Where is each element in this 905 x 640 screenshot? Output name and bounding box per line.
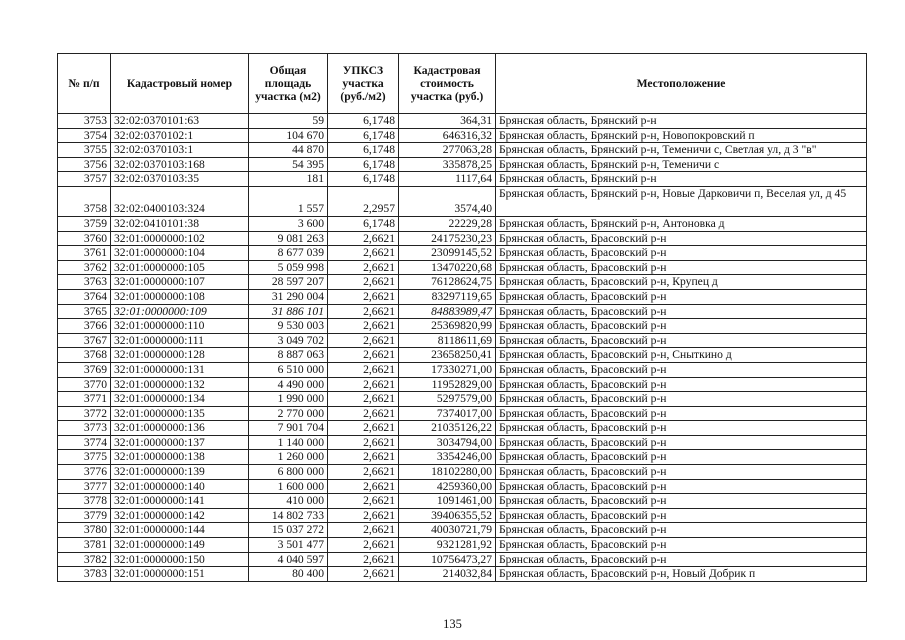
cell-cost: 84883989,47	[399, 304, 496, 319]
cell-cadastral-number: 32:01:0000000:144	[111, 523, 249, 538]
cell-area: 8 887 063	[249, 348, 328, 363]
cell-area: 410 000	[249, 494, 328, 509]
cell-location: Брянская область, Брасовский р-н	[496, 260, 867, 275]
cell-cadastral-number: 32:02:0370103:35	[111, 172, 249, 187]
cell-cadastral-number: 32:02:0400103:324	[111, 186, 249, 216]
cell-num: 3776	[58, 465, 111, 480]
cell-location: Брянская область, Брасовский р-н, Новый Добрик п	[496, 567, 867, 582]
cell-num: 3774	[58, 435, 111, 450]
cell-cadastral-number: 32:02:0370103:168	[111, 157, 249, 172]
cell-rate: 2,6621	[328, 406, 399, 421]
cell-rate: 2,6621	[328, 392, 399, 407]
cell-location: Брянская область, Брянский р-н, Теменичи с	[496, 157, 867, 172]
cell-rate: 6,1748	[328, 128, 399, 143]
cell-cadastral-number: 32:01:0000000:107	[111, 275, 249, 290]
cell-num: 3773	[58, 421, 111, 436]
cell-cost: 22229,28	[399, 216, 496, 231]
cell-location: Брянская область, Брасовский р-н	[496, 406, 867, 421]
table-row	[58, 231, 867, 246]
cell-location: Брянская область, Брасовский р-н	[496, 465, 867, 480]
cell-cadastral-number: 32:01:0000000:108	[111, 289, 249, 304]
cell-area: 1 600 000	[249, 479, 328, 494]
cell-cadastral-number: 32:02:0370101:63	[111, 114, 249, 129]
cell-cost: 39406355,52	[399, 508, 496, 523]
cell-rate: 6,1748	[328, 216, 399, 231]
cell-num: 3753	[58, 114, 111, 129]
cell-cost: 10756473,27	[399, 552, 496, 567]
table-row	[58, 392, 867, 407]
cell-location: Брянская область, Брасовский р-н	[496, 377, 867, 392]
table-body	[58, 114, 867, 582]
cell-area: 3 049 702	[249, 333, 328, 348]
cell-num: 3762	[58, 260, 111, 275]
cell-num: 3777	[58, 479, 111, 494]
cell-num: 3756	[58, 157, 111, 172]
cell-location: Брянская область, Брасовский р-н	[496, 538, 867, 553]
cell-cadastral-number: 32:01:0000000:131	[111, 362, 249, 377]
cell-rate: 2,6621	[328, 494, 399, 509]
cell-num: 3769	[58, 362, 111, 377]
cell-area: 1 557	[249, 186, 328, 216]
cell-location: Брянская область, Брянский р-н, Теменичи с, Светлая ул, д 3 "в"	[496, 143, 867, 158]
cell-location: Брянская область, Брасовский р-н	[496, 231, 867, 246]
cell-location: Брянская область, Брянский р-н, Новопокровский п	[496, 128, 867, 143]
table-row	[58, 172, 867, 187]
table-row	[58, 143, 867, 158]
cell-location: Брянская область, Брянский р-н, Новые Дарковичи п, Веселая ул, д 45	[496, 186, 867, 216]
table-row	[58, 348, 867, 363]
page-number: 135	[443, 617, 462, 631]
table-row	[58, 494, 867, 509]
cell-rate: 6,1748	[328, 157, 399, 172]
table-row	[58, 435, 867, 450]
cell-cost: 5297579,00	[399, 392, 496, 407]
table-row	[58, 523, 867, 538]
cell-area: 54 395	[249, 157, 328, 172]
cell-num: 3780	[58, 523, 111, 538]
cell-cadastral-number: 32:01:0000000:132	[111, 377, 249, 392]
cell-location: Брянская область, Брасовский р-н	[496, 435, 867, 450]
cell-area: 9 081 263	[249, 231, 328, 246]
cell-location: Брянская область, Брянский р-н, Антоновка д	[496, 216, 867, 231]
table-row	[58, 552, 867, 567]
cell-cost: 9321281,92	[399, 538, 496, 553]
table-row	[58, 538, 867, 553]
cell-cost: 25369820,99	[399, 319, 496, 334]
cell-cost: 17330271,00	[399, 362, 496, 377]
cell-cadastral-number: 32:01:0000000:104	[111, 246, 249, 261]
cell-rate: 2,6621	[328, 552, 399, 567]
cell-cost: 4259360,00	[399, 479, 496, 494]
header-rate: УПКСЗ участка (руб./м2)	[328, 54, 399, 114]
cell-num: 3761	[58, 246, 111, 261]
cell-location: Брянская область, Брасовский р-н, Сныткино д	[496, 348, 867, 363]
cell-area: 28 597 207	[249, 275, 328, 290]
cell-rate: 2,6621	[328, 465, 399, 480]
cell-cadastral-number: 32:02:0370103:1	[111, 143, 249, 158]
cell-cadastral-number: 32:01:0000000:142	[111, 508, 249, 523]
cell-location: Брянская область, Брасовский р-н	[496, 523, 867, 538]
cell-area: 1 140 000	[249, 435, 328, 450]
cell-rate: 2,6621	[328, 538, 399, 553]
cell-cost: 7374017,00	[399, 406, 496, 421]
cell-cost: 1091461,00	[399, 494, 496, 509]
cell-rate: 2,6621	[328, 523, 399, 538]
cell-location: Брянская область, Брасовский р-н	[496, 552, 867, 567]
cell-rate: 2,6621	[328, 246, 399, 261]
cell-rate: 2,2957	[328, 186, 399, 216]
cell-cost: 23099145,52	[399, 246, 496, 261]
cell-rate: 2,6621	[328, 275, 399, 290]
cell-area: 181	[249, 172, 328, 187]
header-num: № п/п	[58, 54, 111, 114]
cell-cost: 18102280,00	[399, 465, 496, 480]
cell-num: 3760	[58, 231, 111, 246]
cell-num: 3766	[58, 319, 111, 334]
cell-num: 3765	[58, 304, 111, 319]
cell-location: Брянская область, Брасовский р-н	[496, 304, 867, 319]
cell-num: 3767	[58, 333, 111, 348]
cell-num: 3778	[58, 494, 111, 509]
cell-cadastral-number: 32:02:0410101:38	[111, 216, 249, 231]
cell-cost: 8118611,69	[399, 333, 496, 348]
cell-cadastral-number: 32:01:0000000:135	[111, 406, 249, 421]
cell-area: 104 670	[249, 128, 328, 143]
cell-cadastral-number: 32:01:0000000:102	[111, 231, 249, 246]
cell-num: 3783	[58, 567, 111, 582]
header-location: Местоположение	[496, 54, 867, 114]
cell-cost: 335878,25	[399, 157, 496, 172]
cell-location: Брянская область, Брянский р-н	[496, 172, 867, 187]
cell-rate: 2,6621	[328, 289, 399, 304]
table-row	[58, 114, 867, 129]
header-area: Общая площадь участка (м2)	[249, 54, 328, 114]
cell-rate: 2,6621	[328, 231, 399, 246]
cell-rate: 2,6621	[328, 362, 399, 377]
cell-cost: 3354246,00	[399, 450, 496, 465]
cell-area: 3 600	[249, 216, 328, 231]
cell-area: 31 290 004	[249, 289, 328, 304]
cell-cadastral-number: 32:01:0000000:109	[111, 304, 249, 319]
cell-area: 1 990 000	[249, 392, 328, 407]
cell-area: 7 901 704	[249, 421, 328, 436]
cell-location: Брянская область, Брянский р-н	[496, 114, 867, 129]
cell-rate: 2,6621	[328, 304, 399, 319]
cell-cadastral-number: 32:01:0000000:128	[111, 348, 249, 363]
table-row	[58, 450, 867, 465]
cell-area: 3 501 477	[249, 538, 328, 553]
cell-area: 1 260 000	[249, 450, 328, 465]
cell-cost: 646316,32	[399, 128, 496, 143]
cell-cost: 1117,64	[399, 172, 496, 187]
cell-location: Брянская область, Брасовский р-н	[496, 392, 867, 407]
table-row	[58, 406, 867, 421]
table-row	[58, 216, 867, 231]
cell-num: 3758	[58, 186, 111, 216]
cell-rate: 2,6621	[328, 421, 399, 436]
cell-rate: 6,1748	[328, 172, 399, 187]
table-row	[58, 186, 867, 216]
cell-cost: 40030721,79	[399, 523, 496, 538]
cell-cost: 277063,28	[399, 143, 496, 158]
cell-num: 3764	[58, 289, 111, 304]
cell-area: 6 510 000	[249, 362, 328, 377]
cell-rate: 2,6621	[328, 333, 399, 348]
cell-cadastral-number: 32:01:0000000:149	[111, 538, 249, 553]
cell-num: 3772	[58, 406, 111, 421]
cell-cost: 11952829,00	[399, 377, 496, 392]
cell-area: 15 037 272	[249, 523, 328, 538]
cell-num: 3768	[58, 348, 111, 363]
table-row	[58, 333, 867, 348]
cell-area: 4 490 000	[249, 377, 328, 392]
cell-rate: 2,6621	[328, 508, 399, 523]
cell-rate: 2,6621	[328, 319, 399, 334]
cell-rate: 2,6621	[328, 377, 399, 392]
table-row	[58, 304, 867, 319]
table-row	[58, 260, 867, 275]
cell-num: 3755	[58, 143, 111, 158]
cell-location: Брянская область, Брасовский р-н, Крупец д	[496, 275, 867, 290]
cell-area: 31 886 101	[249, 304, 328, 319]
cadastral-value-table	[57, 53, 867, 582]
cell-location: Брянская область, Брасовский р-н	[496, 289, 867, 304]
table-row	[58, 377, 867, 392]
cell-location: Брянская область, Брасовский р-н	[496, 450, 867, 465]
cell-rate: 6,1748	[328, 143, 399, 158]
cell-area: 14 802 733	[249, 508, 328, 523]
cell-cadastral-number: 32:01:0000000:151	[111, 567, 249, 582]
cell-cadastral-number: 32:01:0000000:139	[111, 465, 249, 480]
cell-location: Брянская область, Брасовский р-н	[496, 246, 867, 261]
cell-location: Брянская область, Брасовский р-н	[496, 479, 867, 494]
cell-area: 44 870	[249, 143, 328, 158]
cell-rate: 2,6621	[328, 567, 399, 582]
table-row	[58, 128, 867, 143]
cell-area: 59	[249, 114, 328, 129]
cell-cost: 3034794,00	[399, 435, 496, 450]
table-row	[58, 567, 867, 582]
cell-num: 3759	[58, 216, 111, 231]
cell-rate: 2,6621	[328, 348, 399, 363]
table-header-row	[58, 54, 867, 114]
cell-location: Брянская область, Брасовский р-н	[496, 494, 867, 509]
cell-location: Брянская область, Брасовский р-н	[496, 508, 867, 523]
cell-cost: 364,31	[399, 114, 496, 129]
cell-num: 3770	[58, 377, 111, 392]
cell-rate: 2,6621	[328, 260, 399, 275]
cell-area: 9 530 003	[249, 319, 328, 334]
cell-cadastral-number: 32:01:0000000:141	[111, 494, 249, 509]
table-row	[58, 319, 867, 334]
cell-cost: 21035126,22	[399, 421, 496, 436]
cell-location: Брянская область, Брасовский р-н	[496, 421, 867, 436]
table-row	[58, 421, 867, 436]
table-row	[58, 479, 867, 494]
table-row	[58, 157, 867, 172]
cell-rate: 6,1748	[328, 114, 399, 129]
cell-num: 3771	[58, 392, 111, 407]
cell-area: 8 677 039	[249, 246, 328, 261]
cell-cadastral-number: 32:01:0000000:138	[111, 450, 249, 465]
table-row	[58, 362, 867, 377]
table-row	[58, 508, 867, 523]
cell-cadastral-number: 32:01:0000000:150	[111, 552, 249, 567]
cell-cost: 13470220,68	[399, 260, 496, 275]
cell-cost: 23658250,41	[399, 348, 496, 363]
cell-cadastral-number: 32:01:0000000:137	[111, 435, 249, 450]
cell-rate: 2,6621	[328, 479, 399, 494]
cell-num: 3757	[58, 172, 111, 187]
header-cadastral-number: Кадастровый номер	[111, 54, 249, 114]
cell-cost: 24175230,23	[399, 231, 496, 246]
cell-cadastral-number: 32:01:0000000:136	[111, 421, 249, 436]
cell-num: 3754	[58, 128, 111, 143]
table-row	[58, 289, 867, 304]
table-row	[58, 275, 867, 290]
cell-cadastral-number: 32:01:0000000:110	[111, 319, 249, 334]
cell-cost: 214032,84	[399, 567, 496, 582]
cell-location: Брянская область, Брасовский р-н	[496, 333, 867, 348]
cell-area: 4 040 597	[249, 552, 328, 567]
header-cost: Кадастровая стоимость участка (руб.)	[399, 54, 496, 114]
cell-cost: 3574,40	[399, 186, 496, 216]
cell-cadastral-number: 32:01:0000000:134	[111, 392, 249, 407]
cell-cadastral-number: 32:01:0000000:140	[111, 479, 249, 494]
cell-num: 3779	[58, 508, 111, 523]
cell-area: 5 059 998	[249, 260, 328, 275]
cell-cost: 83297119,65	[399, 289, 496, 304]
table-row	[58, 465, 867, 480]
cell-area: 6 800 000	[249, 465, 328, 480]
cell-rate: 2,6621	[328, 450, 399, 465]
cell-location: Брянская область, Брасовский р-н	[496, 319, 867, 334]
cell-location: Брянская область, Брасовский р-н	[496, 362, 867, 377]
cell-area: 80 400	[249, 567, 328, 582]
cell-cost: 76128624,75	[399, 275, 496, 290]
cell-cadastral-number: 32:01:0000000:105	[111, 260, 249, 275]
cell-rate: 2,6621	[328, 435, 399, 450]
cell-num: 3775	[58, 450, 111, 465]
cell-num: 3763	[58, 275, 111, 290]
cell-cadastral-number: 32:01:0000000:111	[111, 333, 249, 348]
cell-cadastral-number: 32:02:0370102:1	[111, 128, 249, 143]
cell-area: 2 770 000	[249, 406, 328, 421]
cell-num: 3781	[58, 538, 111, 553]
table-row	[58, 246, 867, 261]
cell-num: 3782	[58, 552, 111, 567]
